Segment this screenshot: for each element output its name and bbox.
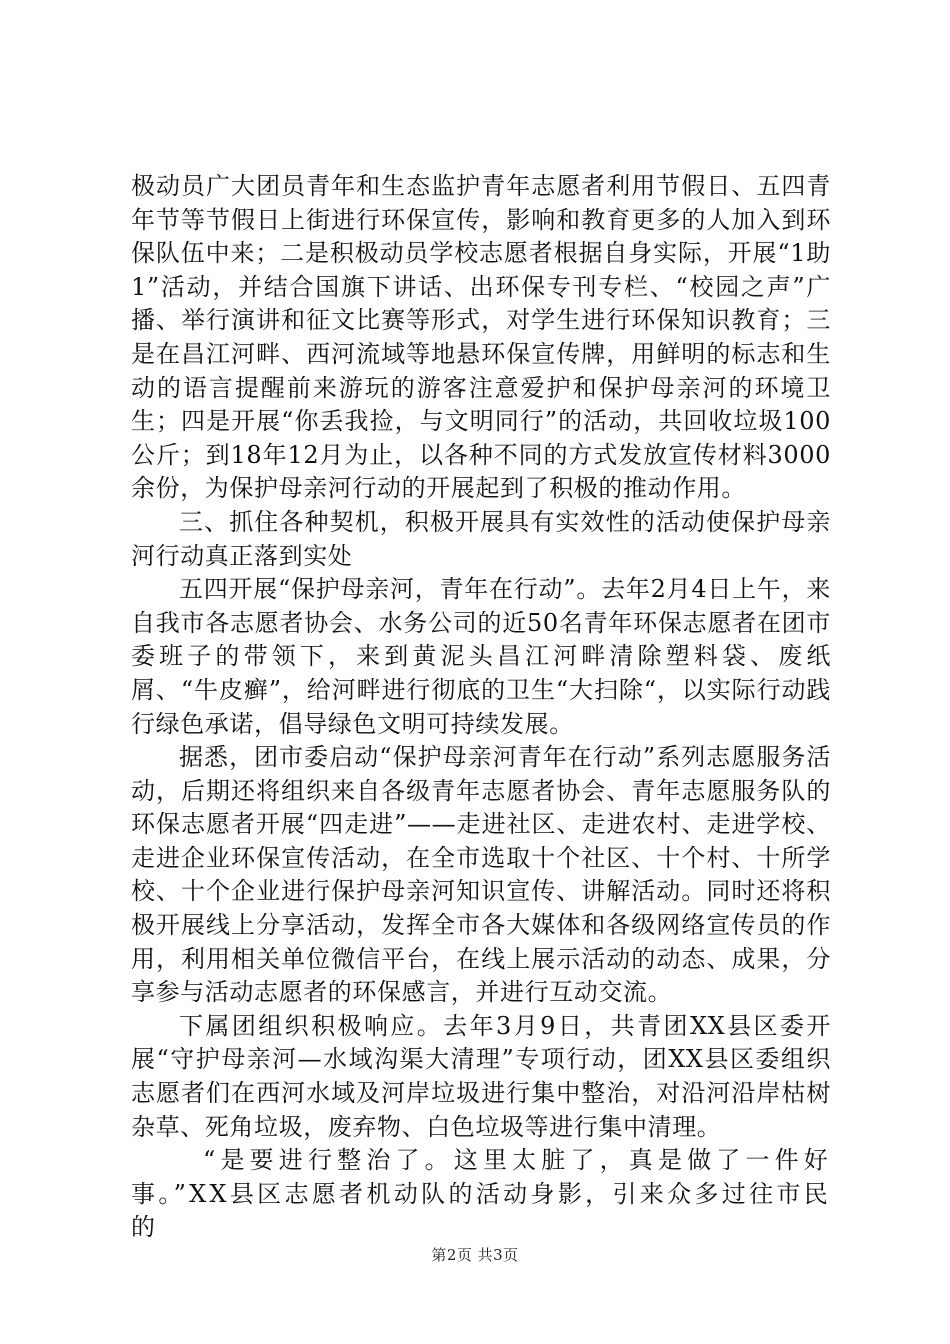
paragraph-may-fourth-activity: 五四开展“保护母亲河，青年在行动”。去年2月4日上午，来自我市各志愿者协会、水务公司的近50名青年环保志愿者在团市委班子的带领下，来到黄泥头昌江河畔清除塑料袋、废纸屑、“牛皮癣”，给河畔进行彻底的卫生“大扫除“，以实际行动践行绿色承诺，倡导绿色文明可持续发展。 xyxy=(131,575,831,738)
paragraph-citizen-quote: “是要进行整治了。这里太脏了，真是做了一件好事。”XX县区志愿者机动队的活动身影，引来众多过往市民的 xyxy=(131,1146,831,1242)
paragraph-volunteer-series: 据悉，团市委启动“保护母亲河青年在行动”系列志愿服务活动，后期还将组织来自各级青年志愿者协会、青年志愿服务队的环保志愿者开展“四走进”——走进社区、走进农村、走进学校、走进企业环保宣传活动，在全市选取十个社区、十个村、十所学校、十个企业进行保护母亲河知识宣传、讲解活动。同时还将积极开展线上分享活动，发挥全市各大媒体和各级网络宣传员的作用，利用相关单位微信平台，在线上展示活动的动态、成果，分享参与活动志愿者的环保感言，并进行互动交流。 xyxy=(131,743,831,1007)
paragraph-county-response: 下属团组织积极响应。去年3月9日，共青团XX县区委开展“守护母亲河—水域沟渠大清理”专项行动，团XX县区委组织志愿者们在西河水域及河岸垃圾进行集中整治，对沿河沿岸枯树杂草、死角垃圾，废弃物、白色垃圾等进行集中清理。 xyxy=(131,1011,831,1141)
page-number-footer: 第2页 共3页 xyxy=(431,1246,519,1264)
section-heading-three: 三、抓住各种契机，积极开展具有实效性的活动使保护母亲河行动真正落到实处 xyxy=(131,507,831,570)
paragraph-environmental-campaign: 极动员广大团员青年和生态监护青年志愿者利用节假日、五四青年节等节假日上街进行环保宣传，影响和教育更多的人加入到环保队伍中来；二是积极动员学校志愿者根据自身实际，开展“1助1”活动，并结合国旗下讲话、出环保专刊专栏、“校园之声”广播、举行演讲和征文比赛等形式，对学生进行环保知识教育；三是在昌江河畔、西河流域等地悬环保宣传牌，用鲜明的标志和生动的语言提醒前来游玩的游客注意爱护和保护母亲河的环境卫生；四是开展“你丢我捡，与文明同行”的活动，共回收垃圾100公斤；到18年12月为止，以各种不同的方式发放宣传材料3000余份，为保护母亲河行动的开展起到了积极的推动作用。 xyxy=(131,172,831,503)
document-body xyxy=(131,170,831,1245)
